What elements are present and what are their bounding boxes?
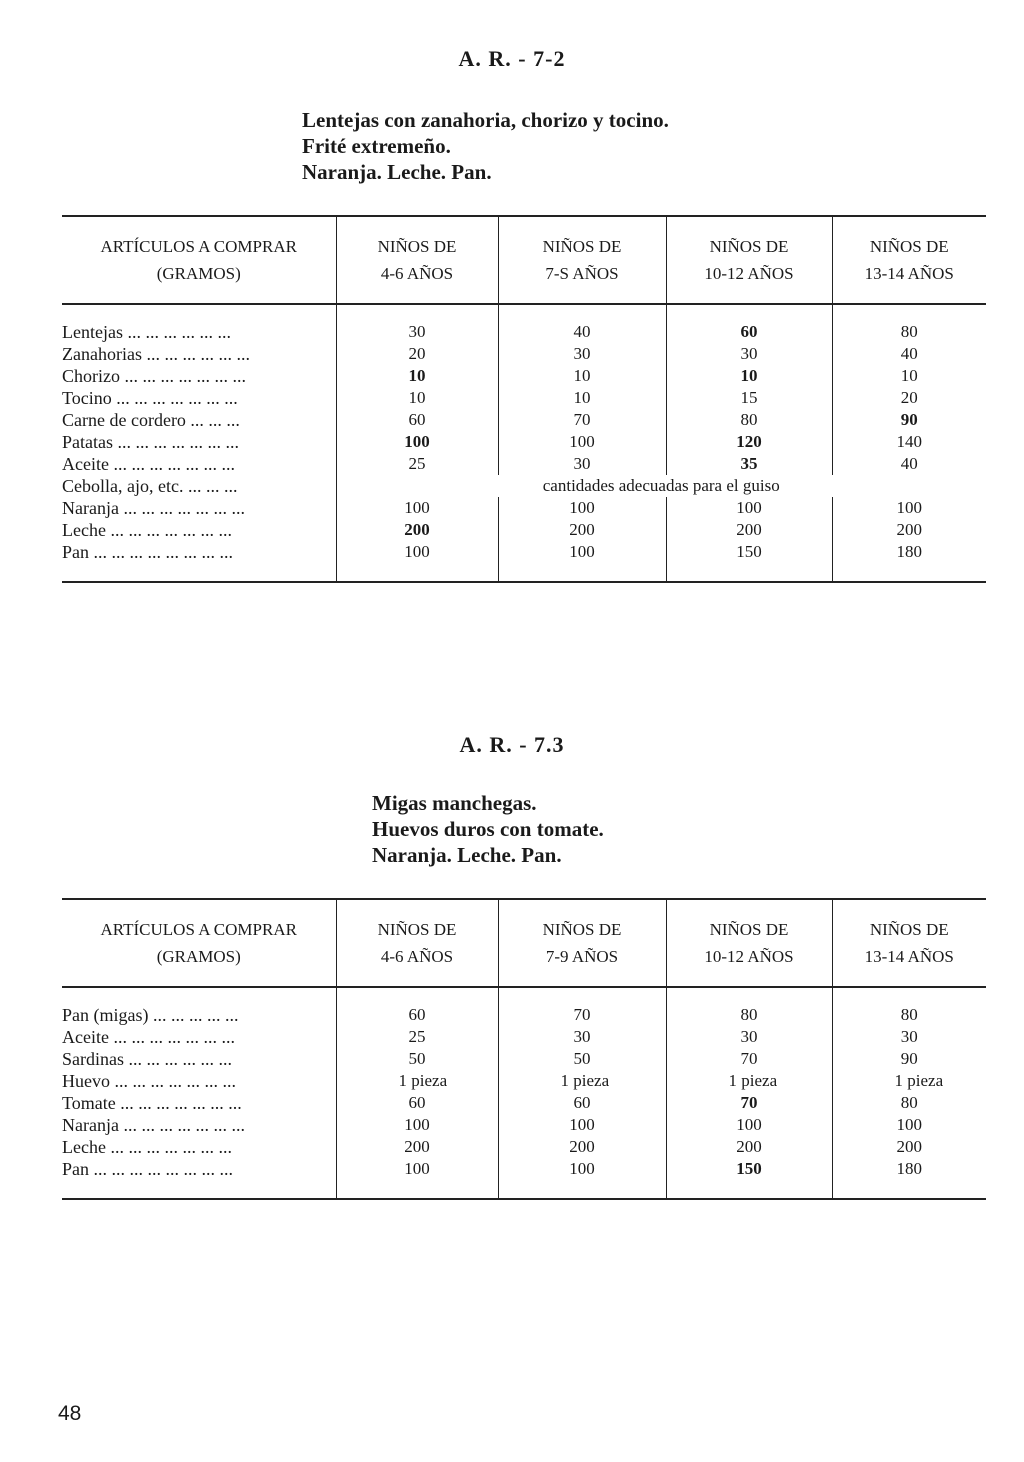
- column-header-items: ARTÍCULOS A COMPRAR (GRAMOS): [62, 899, 336, 987]
- item-name: Naranja ... ... ... ... ... ... ...: [62, 1115, 245, 1135]
- quantity-cell: 200: [666, 519, 832, 541]
- item-name: Zanahorias ... ... ... ... ... ...: [62, 344, 250, 364]
- quantity-cell: 10: [666, 365, 832, 387]
- column-header-group: NIÑOS DE 4-6 AÑOS: [336, 899, 498, 987]
- quantity-cell: 40: [832, 343, 986, 365]
- quantity-cell: 50: [336, 1048, 498, 1070]
- section-title: A. R. - 7.3: [459, 732, 565, 757]
- quantity-cell: 200: [832, 1136, 986, 1158]
- quantity-cell: 30: [498, 1026, 666, 1048]
- table-row: [62, 519, 986, 541]
- quantity-cell: 100: [336, 1114, 498, 1136]
- quantity-cell: 1 pieza: [498, 1070, 666, 1092]
- ration-table: [62, 215, 986, 583]
- quantity-cell: 20: [336, 343, 498, 365]
- quantity-cell: 100: [336, 541, 498, 563]
- quantity-cell: 10: [336, 387, 498, 409]
- section-title: A. R. - 7-2: [458, 46, 566, 71]
- item-name: Chorizo ... ... ... ... ... ... ...: [62, 366, 246, 386]
- menu-line: Naranja. Leche. Pan.: [302, 160, 492, 184]
- menu-description: [302, 107, 669, 185]
- quantity-cell: 200: [666, 1136, 832, 1158]
- item-name: Cebolla, ajo, etc. ... ... ...: [62, 476, 238, 496]
- table-row: [62, 541, 986, 563]
- table-row: [62, 453, 986, 475]
- quantity-cell: 25: [336, 1026, 498, 1048]
- quantity-cell: 70: [666, 1092, 832, 1114]
- item-name: Tomate ... ... ... ... ... ... ...: [62, 1093, 242, 1113]
- item-name: Leche ... ... ... ... ... ... ...: [62, 520, 232, 540]
- table-row: [62, 1092, 986, 1114]
- quantity-cell: 10: [832, 365, 986, 387]
- quantity-cell: 80: [832, 1092, 986, 1114]
- quantity-cell: 30: [498, 343, 666, 365]
- column-header-group: NIÑOS DE 10-12 AÑOS: [666, 899, 832, 987]
- table-row: [62, 1004, 986, 1026]
- menu-description: [372, 790, 604, 868]
- quantity-cell: 100: [498, 431, 666, 453]
- quantity-cell: 200: [498, 519, 666, 541]
- item-name: Huevo ... ... ... ... ... ... ...: [62, 1071, 236, 1091]
- quantity-cell: 40: [832, 453, 986, 475]
- quantity-cell: 10: [336, 365, 498, 387]
- quantity-cell: 10: [498, 387, 666, 409]
- quantity-cell: 100: [498, 1158, 666, 1180]
- quantity-cell: 100: [498, 541, 666, 563]
- table-row: [62, 475, 986, 497]
- column-header-group: NIÑOS DE 13-14 AÑOS: [832, 216, 986, 304]
- quantity-cell: 60: [336, 1092, 498, 1114]
- table-row: [62, 365, 986, 387]
- table-row: [62, 1048, 986, 1070]
- quantity-cell: 180: [832, 541, 986, 563]
- quantity-cell: 150: [666, 1158, 832, 1180]
- table-header-row: [62, 899, 986, 987]
- quantity-cell: 100: [498, 497, 666, 519]
- item-name: Leche ... ... ... ... ... ... ...: [62, 1137, 232, 1157]
- item-name: Aceite ... ... ... ... ... ... ...: [62, 1027, 235, 1047]
- quantity-cell: 60: [336, 409, 498, 431]
- quantity-cell: 80: [666, 409, 832, 431]
- quantity-cell: 70: [666, 1048, 832, 1070]
- menu-line: Naranja. Leche. Pan.: [372, 843, 562, 867]
- quantity-cell: 1 pieza: [336, 1070, 498, 1092]
- table-row: [62, 1070, 986, 1092]
- quantity-cell: 25: [336, 453, 498, 475]
- quantity-cell: 35: [666, 453, 832, 475]
- quantity-cell: 30: [498, 453, 666, 475]
- page-number: 48: [58, 1402, 82, 1425]
- quantity-cell: 60: [336, 1004, 498, 1026]
- column-header-group: NIÑOS DE 4-6 AÑOS: [336, 216, 498, 304]
- quantity-cell: 200: [832, 519, 986, 541]
- quantity-cell: 1 pieza: [832, 1070, 986, 1092]
- quantity-cell: 90: [832, 1048, 986, 1070]
- quantity-cell: 10: [498, 365, 666, 387]
- quantity-cell: 200: [336, 1136, 498, 1158]
- item-name: Patatas ... ... ... ... ... ... ...: [62, 432, 239, 452]
- quantity-cell: 100: [666, 497, 832, 519]
- menu-line: Frité extremeño.: [302, 134, 451, 158]
- column-header-group: NIÑOS DE 10-12 AÑOS: [666, 216, 832, 304]
- quantity-cell: 70: [498, 409, 666, 431]
- quantity-cell: 180: [832, 1158, 986, 1180]
- quantity-cell: 150: [666, 541, 832, 563]
- item-name: Sardinas ... ... ... ... ... ...: [62, 1049, 232, 1069]
- quantity-cell: 30: [666, 343, 832, 365]
- quantity-cell: 60: [498, 1092, 666, 1114]
- item-name: Carne de cordero ... ... ...: [62, 410, 240, 430]
- quantity-cell: 100: [832, 497, 986, 519]
- item-name: Lentejas ... ... ... ... ... ...: [62, 322, 231, 342]
- quantity-cell: 100: [336, 431, 498, 453]
- quantity-cell: 60: [666, 321, 832, 343]
- quantity-cell: 80: [832, 321, 986, 343]
- menu-line: Migas manchegas.: [372, 791, 537, 815]
- column-header-group: NIÑOS DE 7-S AÑOS: [498, 216, 666, 304]
- table-row: [62, 387, 986, 409]
- item-name: Aceite ... ... ... ... ... ... ...: [62, 454, 235, 474]
- menu-line: Lentejas con zanahoria, chorizo y tocino.: [302, 108, 669, 132]
- quantity-cell: 100: [336, 497, 498, 519]
- quantity-cell: 70: [498, 1004, 666, 1026]
- quantity-cell: 100: [498, 1114, 666, 1136]
- quantity-cell: 120: [666, 431, 832, 453]
- quantity-cell: 80: [832, 1004, 986, 1026]
- table-row: [62, 431, 986, 453]
- table-row: [62, 409, 986, 431]
- quantity-cell: 200: [498, 1136, 666, 1158]
- table-row: [62, 343, 986, 365]
- table-header-row: [62, 216, 986, 304]
- quantity-note: cantidades adecuadas para el guiso: [336, 475, 986, 497]
- quantity-cell: 15: [666, 387, 832, 409]
- item-name: Naranja ... ... ... ... ... ... ...: [62, 498, 245, 518]
- quantity-cell: 30: [832, 1026, 986, 1048]
- quantity-cell: 100: [832, 1114, 986, 1136]
- quantity-cell: 200: [336, 519, 498, 541]
- table-row: [62, 321, 986, 343]
- quantity-cell: 80: [666, 1004, 832, 1026]
- item-name: Pan ... ... ... ... ... ... ... ...: [62, 1159, 233, 1179]
- table-row: [62, 1114, 986, 1136]
- column-header-group: NIÑOS DE 7-9 AÑOS: [498, 899, 666, 987]
- table-row: [62, 497, 986, 519]
- item-name: Pan (migas) ... ... ... ... ...: [62, 1005, 239, 1025]
- quantity-cell: 100: [336, 1158, 498, 1180]
- table-row: [62, 1158, 986, 1180]
- quantity-cell: 30: [336, 321, 498, 343]
- quantity-cell: 20: [832, 387, 986, 409]
- ration-table: [62, 898, 986, 1200]
- quantity-cell: 140: [832, 431, 986, 453]
- quantity-cell: 50: [498, 1048, 666, 1070]
- quantity-cell: 90: [832, 409, 986, 431]
- quantity-cell: 30: [666, 1026, 832, 1048]
- quantity-cell: 40: [498, 321, 666, 343]
- quantity-cell: 100: [666, 1114, 832, 1136]
- quantity-cell: 1 pieza: [666, 1070, 832, 1092]
- column-header-items: ARTÍCULOS A COMPRAR (GRAMOS): [62, 216, 336, 304]
- table-row: [62, 1026, 986, 1048]
- item-name: Pan ... ... ... ... ... ... ... ...: [62, 542, 233, 562]
- menu-line: Huevos duros con tomate.: [372, 817, 604, 841]
- item-name: Tocino ... ... ... ... ... ... ...: [62, 388, 238, 408]
- table-row: [62, 1136, 986, 1158]
- column-header-group: NIÑOS DE 13-14 AÑOS: [832, 899, 986, 987]
